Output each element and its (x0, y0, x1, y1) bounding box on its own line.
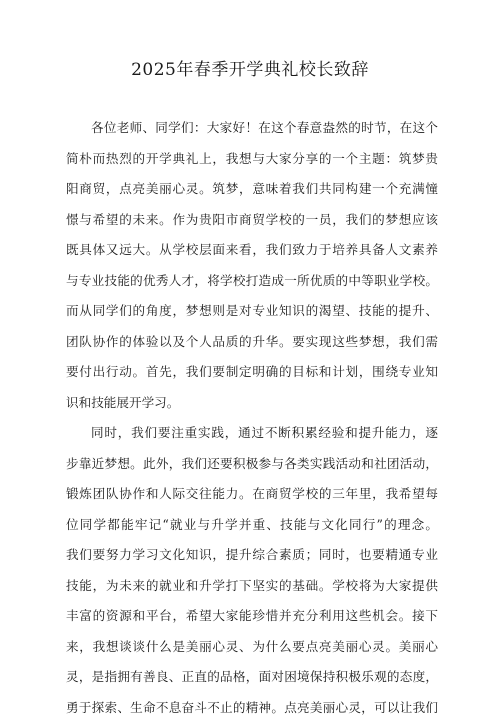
paragraph-line: 简朴而热烈的开学典礼上，我想与大家分享的一个主题：筑梦贵 (66, 144, 438, 175)
paragraph-line: 来，我想谈谈什么是美丽心灵、为什么要点亮美丽心灵。美丽心 (66, 632, 438, 663)
paragraph-line: 位同学都能牢记“就业与升学并重、技能与文化同行”的理念。 (66, 510, 438, 541)
paragraph-line: 团队协作的体验以及个人品质的升华。要实现这些梦想，我们需 (66, 327, 438, 358)
paragraph-line: 灵，是指拥有善良、正直的品格，面对困境保持积极乐观的态度， (66, 662, 438, 693)
paragraph-line: 丰富的资源和平台，希望大家能珍惜并充分利用这些机会。接下 (66, 601, 438, 632)
paragraph-line: 我们要努力学习文化知识，提升综合素质；同时，也要精通专业 (66, 540, 438, 571)
paragraph-line: 同时，我们要注重实践，通过不断积累经验和提升能力，逐 (66, 418, 438, 449)
paragraph-line: 与专业技能的优秀人才，将学校打造成一所优质的中等职业学校。 (66, 266, 438, 297)
speech-body (66, 113, 438, 723)
paragraph-line: 既具体又远大。从学校层面来看，我们致力于培养具备人文素养 (66, 235, 438, 266)
paragraph-line: 识和技能展开学习。 (66, 388, 438, 419)
paragraph-line: 各位老师、同学们：大家好！在这个春意盎然的时节，在这个 (66, 113, 438, 144)
paragraph-line: 要付出行动。首先，我们要制定明确的目标和计划，围绕专业知 (66, 357, 438, 388)
document-title: 2025年春季开学典礼校长致辞 (0, 58, 500, 82)
paragraph-line: 阳商贸，点亮美丽心灵。筑梦，意味着我们共同构建一个充满憧 (66, 174, 438, 205)
paragraph-line: 步靠近梦想。此外，我们还要积极参与各类实践活动和社团活动， (66, 449, 438, 480)
paragraph-line: 技能，为未来的就业和升学打下坚实的基础。学校将为大家提供 (66, 571, 438, 602)
paragraph-line: 勇于探索、生命不息奋斗不止的精神。点亮美丽心灵，可以让我们 (66, 693, 438, 723)
paragraph-line: 而从同学们的角度，梦想则是对专业知识的渴望、技能的提升、 (66, 296, 438, 327)
paragraph-line: 锻炼团队协作和人际交往能力。在商贸学校的三年里，我希望每 (66, 479, 438, 510)
paragraph-line: 憬与希望的未来。作为贵阳市商贸学校的一员，我们的梦想应该 (66, 205, 438, 236)
